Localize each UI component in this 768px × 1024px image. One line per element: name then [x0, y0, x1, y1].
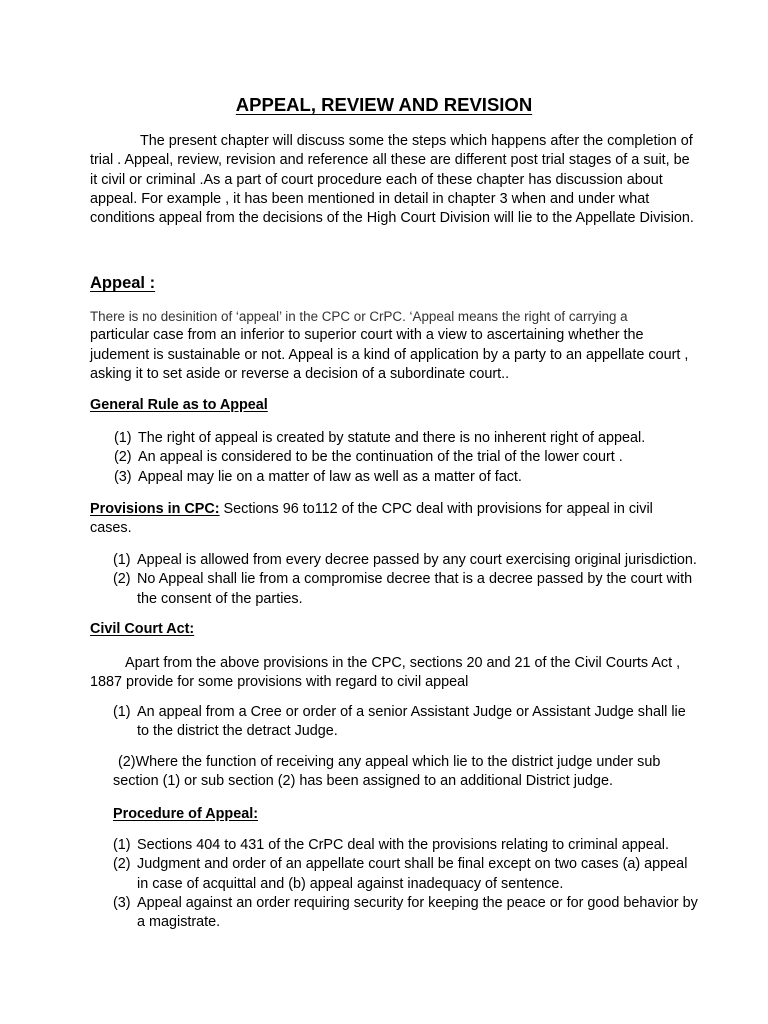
appeal-definition — [90, 307, 690, 384]
list-item-text: The right of appeal is created by statute and there is no inherent right of appeal. — [138, 430, 646, 446]
cpc-paragraph — [90, 500, 690, 539]
list-item — [113, 703, 686, 742]
civil-court-item-2 — [113, 753, 713, 792]
civil-court-item-2-line: (2)Where the function of receiving any appeal which lie to the district judge under sub — [118, 754, 661, 770]
appeal-heading: Appeal : — [90, 274, 156, 292]
list-item-text: Sections 404 to 431 of the CrPC deal with the provisions relating to criminal appeal. — [137, 837, 669, 853]
page-title: APPEAL, REVIEW AND REVISION — [235, 94, 533, 115]
civil-court-item-2-line: section (1) or sub section (2) has been assigned to an additional District judge. — [113, 773, 613, 790]
list-item-text: Appeal is allowed from every decree passed by any court exercising original jurisdiction. — [137, 552, 697, 568]
civil-court-line: Apart from the above provisions in the CPC, sections 20 and 21 of the Civil Courts Act , — [125, 655, 681, 671]
list-item-number: (1) — [113, 704, 131, 720]
list-item-number: (1) — [114, 430, 132, 446]
general-rule-heading: General Rule as to Appeal — [90, 397, 268, 413]
intro-line: appeal. For example , it has been mentioned in detail in chapter 3 when and under what — [90, 190, 650, 207]
list-item — [114, 448, 645, 467]
list-item-text: to the district the detract Judge. — [137, 723, 338, 740]
list-item-number: (1) — [113, 837, 131, 853]
list-item-number: (1) — [113, 552, 131, 568]
appeal-definition-line: asking it to set aside or reverse a decision of a subordinate court.. — [90, 365, 510, 382]
civil-court-line: 1887 provide for some provisions with regard to civil appeal — [90, 674, 469, 691]
cpc-list — [113, 551, 697, 609]
civil-court-paragraph — [90, 654, 690, 693]
list-item-number: (3) — [114, 468, 132, 485]
civil-court-heading: Civil Court Act: — [90, 621, 195, 637]
list-item-text: An appeal from a Cree or order of a senior Assistant Judge or Assistant Judge shall lie — [137, 704, 686, 720]
intro-paragraph — [90, 132, 694, 228]
civil-court-list — [113, 703, 686, 742]
list-item-text: Judgment and order of an appellate court shall be final except on two cases (a) appeal — [137, 856, 688, 873]
list-item-number: (2) — [114, 449, 132, 466]
list-item-text: a magistrate. — [137, 914, 221, 931]
list-item — [113, 894, 698, 933]
intro-line: The present chapter will discuss some the steps which happens after the completion of — [140, 133, 693, 149]
list-item — [113, 855, 698, 894]
cpc-text-line: cases. — [90, 520, 132, 537]
procedure-list — [113, 836, 698, 932]
list-item-text: the consent of the parties. — [137, 590, 303, 607]
general-rule-list — [114, 429, 645, 487]
list-item — [114, 468, 645, 487]
intro-line: conditions appeal from the decisions of the High Court Division will lie to the Appellate Division. — [90, 210, 694, 227]
procedure-heading: Procedure of Appeal: — [113, 806, 258, 822]
list-item-text: An appeal is considered to be the continuation of the trial of the lower court . — [138, 449, 623, 466]
cpc-first-line — [90, 500, 690, 519]
list-item — [113, 570, 697, 609]
list-item-number: (2) — [113, 571, 131, 588]
appeal-definition-line: particular case from an inferior to superior court with a view to ascertaining whether the — [90, 327, 644, 344]
intro-line: trial . Appeal, review, revision and reference all these are different post trial stages of a suit, be — [90, 152, 690, 169]
appeal-definition-line: judement is sustainable or not. Appeal is a kind of application by a party to an appellate court , — [90, 346, 689, 363]
list-item — [113, 551, 697, 570]
list-item-number: (3) — [113, 894, 131, 911]
appeal-definition-line: There is no desinition of ‘appeal’ in the CPC or CrPC. ‘Appeal means the right of carrying a — [90, 309, 628, 324]
list-item-number: (2) — [113, 856, 131, 873]
list-item-text: in case of acquittal and (b) appeal against inadequacy of sentence. — [137, 875, 564, 892]
cpc-heading: Provisions in CPC: — [90, 501, 220, 517]
list-item — [114, 429, 645, 448]
list-item-text: Appeal may lie on a matter of law as well as a matter of fact. — [138, 468, 522, 485]
list-item — [113, 836, 698, 855]
list-item-text: Appeal against an order requiring security for keeping the peace or for good behavior by — [137, 894, 698, 911]
list-item-text: No Appeal shall lie from a compromise decree that is a decree passed by the court with — [137, 571, 693, 588]
cpc-text: Sections 96 to112 of the CPC deal with provisions for appeal in civil — [219, 501, 653, 517]
intro-line: it civil or criminal .As a part of court procedure each of these chapter has discussion about — [90, 171, 663, 188]
